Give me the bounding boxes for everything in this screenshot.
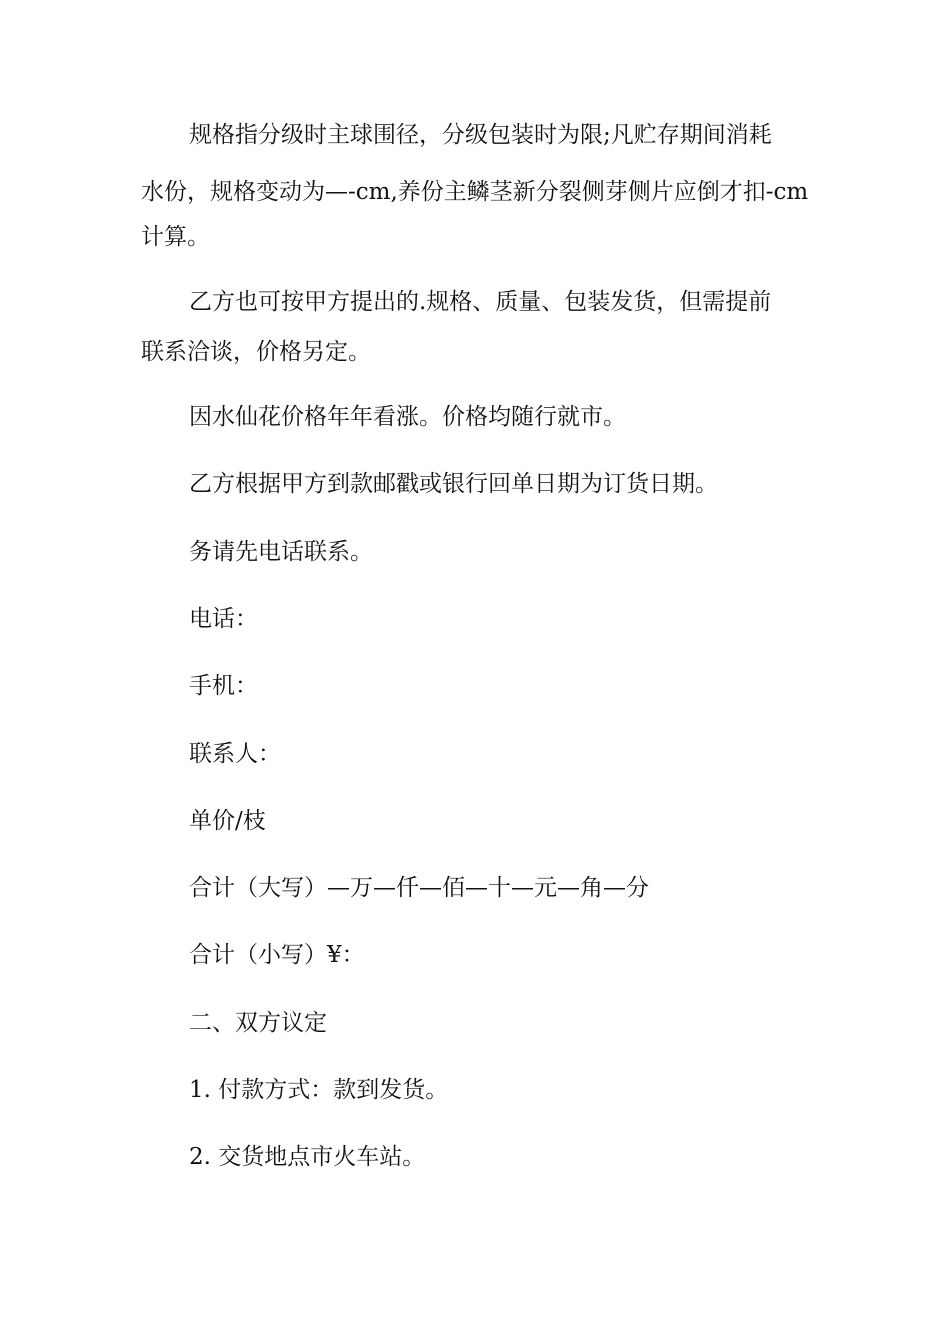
mobile-label: 手机： [189, 673, 258, 699]
telephone-label: 电话： [189, 606, 258, 632]
total-lowercase-label: 合计（小写）¥： [189, 942, 365, 968]
delivery-location-item: 2. 交货地点市火车站。 [189, 1144, 426, 1170]
phone-contact-note: 务请先电话联系。 [189, 539, 373, 565]
contact-person-label: 联系人： [189, 741, 281, 767]
unit-price-label: 单价/枝 [189, 808, 266, 834]
section-heading-agreement: 二、双方议定 [189, 1010, 327, 1036]
custom-order-paragraph-line-2: 联系洽谈，价格另定。 [141, 339, 371, 365]
custom-order-paragraph-line-1: 乙方也可按甲方提出的.规格、质量、包装发货，但需提前 [189, 289, 772, 315]
spec-paragraph-line-2: 水份，规格变动为—-cm,养份主鳞茎新分裂侧芽侧片应倒才扣-cm [141, 179, 809, 205]
price-note: 因水仙花价格年年看涨。价格均随行就市。 [189, 404, 626, 430]
payment-method-item: 1. 付款方式：款到发货。 [189, 1077, 449, 1103]
spec-paragraph-line-1: 规格指分级时主球围径，分级包装时为限;凡贮存期间消耗 [189, 122, 772, 148]
total-uppercase-label: 合计（大写）—万—仟—佰—十—元—角—分 [189, 875, 649, 901]
order-date-note: 乙方根据甲方到款邮戳或银行回单日期为订货日期。 [189, 471, 718, 497]
spec-paragraph-line-3: 计算。 [141, 224, 210, 250]
